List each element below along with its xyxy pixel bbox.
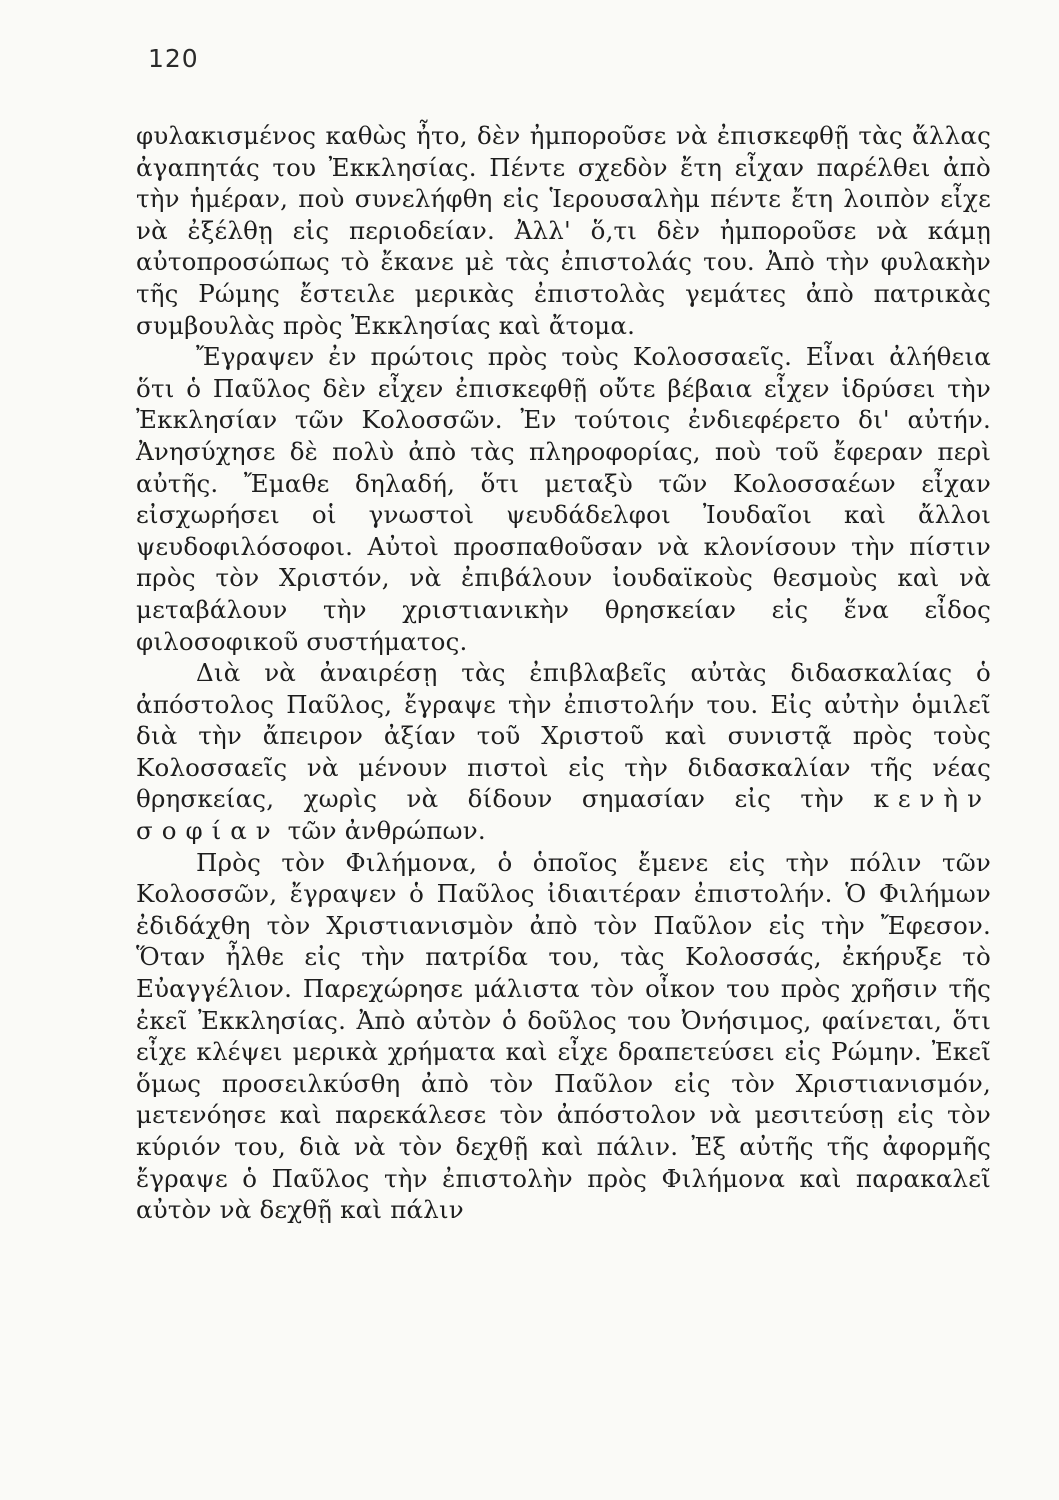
paragraph-3-tail: τῶν ἀνθρώπων.: [279, 816, 486, 846]
emphasized-phrase: κενὴν σοφίαν: [136, 784, 991, 846]
page-number: 120: [148, 44, 199, 73]
paragraph-3: [136, 657, 991, 847]
paragraph-1: φυλακισμένος καθὼς ἦτο, δὲν ἠμποροῦσε νὰ ἐπισκεφθῇ τὰς ἄλλας ἀγαπητάς του Ἐκκλησίας. Πέντε σχεδὸν ἔτη εἶχαν παρέλθει ἀπὸ τὴν ἡμέραν, ποὺ συνελήφθη εἰς Ἱερουσαλὴμ πέντε ἔτη λοιπὸν εἶχε νὰ ἐξέλθῃ εἰς περιοδείαν. Ἀλλ' ὅ,τι δὲν ἠμποροῦσε νὰ κάμῃ αὐτοπροσώπως τὸ ἔκανε μὲ τὰς ἐπιστολάς του. Ἀπὸ τὴν φυλακὴν τῆς Ρώμης ἔστειλε μερικὰς ἐπιστολὰς γεμάτες ἀπὸ πατρικὰς συμβουλὰς πρὸς Ἐκκλησίας καὶ ἄτομα.: [136, 121, 991, 340]
paragraph-3-text: Διὰ νὰ ἀναιρέσῃ τὰς ἐπιβλαβεῖς αὐτὰς διδασκαλίας ὁ ἀπόστολος Παῦλος, ἔγραψε τὴν ἐπιστολήν του. Εἰς αὐτὴν ὁμιλεῖ διὰ τὴν ἄπειρον ἀξίαν τοῦ Χριστοῦ καὶ συνιστᾷ πρὸς τοὺς Κολοσσαεῖς νὰ μένουν πιστοὶ εἰς τὴν διδασκαλίαν τῆς νέας θρησκείας, χωρὶς νὰ δίδουν σημασίαν εἰς τὴν: [136, 658, 991, 814]
paragraph-2: Ἔγραψεν ἐν πρώτοις πρὸς τοὺς Κολοσσαεῖς. Εἶναι ἀλήθεια ὅτι ὁ Παῦλος δὲν εἶχεν ἐπισκεφθῇ οὔτε βέβαια εἶχεν ἱδρύσει τὴν Ἐκκλησίαν τῶν Κολοσσῶν. Ἐν τούτοις ἐνδιεφέρετο δι' αὐτήν. Ἀνησύχησε δὲ πολὺ ἀπὸ τὰς πληροφορίας, ποὺ τοῦ ἔφεραν περὶ αὐτῆς. Ἔμαθε δηλαδή, ὅτι μεταξὺ τῶν Κολοσσαέων εἶχαν εἰσχωρήσει οἱ γνωστοὶ ψευδάδελφοι Ἰουδαῖοι καὶ ἄλλοι ψευδοφιλόσοφοι. Αὐτοὶ προσπαθοῦσαν νὰ κλονίσουν τὴν πίστιν πρὸς τὸν Χριστόν, νὰ ἐπιβάλουν ἰουδαϊκοὺς θεσμοὺς καὶ νὰ μεταβάλουν τὴν χριστιανικὴν θρησκείαν εἰς ἕνα εἶδος φιλοσοφικοῦ συστήματος.: [136, 342, 991, 656]
paragraph-4: Πρὸς τὸν Φιλήμονα, ὁ ὁποῖος ἔμενε εἰς τὴν πόλιν τῶν Κολοσσῶν, ἔγραψεν ὁ Παῦλος ἰδιαιτέραν ἐπιστολήν. Ὁ Φιλήμων ἐδιδάχθη τὸν Χριστιανισμὸν ἀπὸ τὸν Παῦλον εἰς τὴν Ἔφεσον. Ὅταν ἦλθε εἰς τὴν πατρίδα του, τὰς Κολοσσάς, ἐκήρυξε τὸ Εὐαγγέλιον. Παρεχώρησε μάλιστα τὸν οἶκον του πρὸς χρῆσιν τῆς ἐκεῖ Ἐκκλησίας. Ἀπὸ αὐτὸν ὁ δοῦλος του Ὀνήσιμος, φαίνεται, ὅτι εἶχε κλέψει μερικὰ χρήματα καὶ εἶχε δραπετεύσει εἰς Ρώμην. Ἐκεῖ ὅμως προσειλκύσθη ἀπὸ τὸν Παῦλον εἰς τὸν Χριστιανισμόν, μετενόησε καὶ παρεκάλεσε τὸν ἀπόστολον νὰ μεσιτεύσῃ εἰς τὸν κύριόν του, διὰ νὰ τὸν δεχθῇ καὶ πάλιν. Ἐξ αὐτῆς τῆς ἀφορμῆς ἔγραψε ὁ Παῦλος τὴν ἐπιστολὴν πρὸς Φιλήμονα καὶ παρακαλεῖ αὐτὸν νὰ δεχθῇ καὶ πάλιν: [136, 847, 991, 1225]
body-text: [136, 120, 991, 1226]
